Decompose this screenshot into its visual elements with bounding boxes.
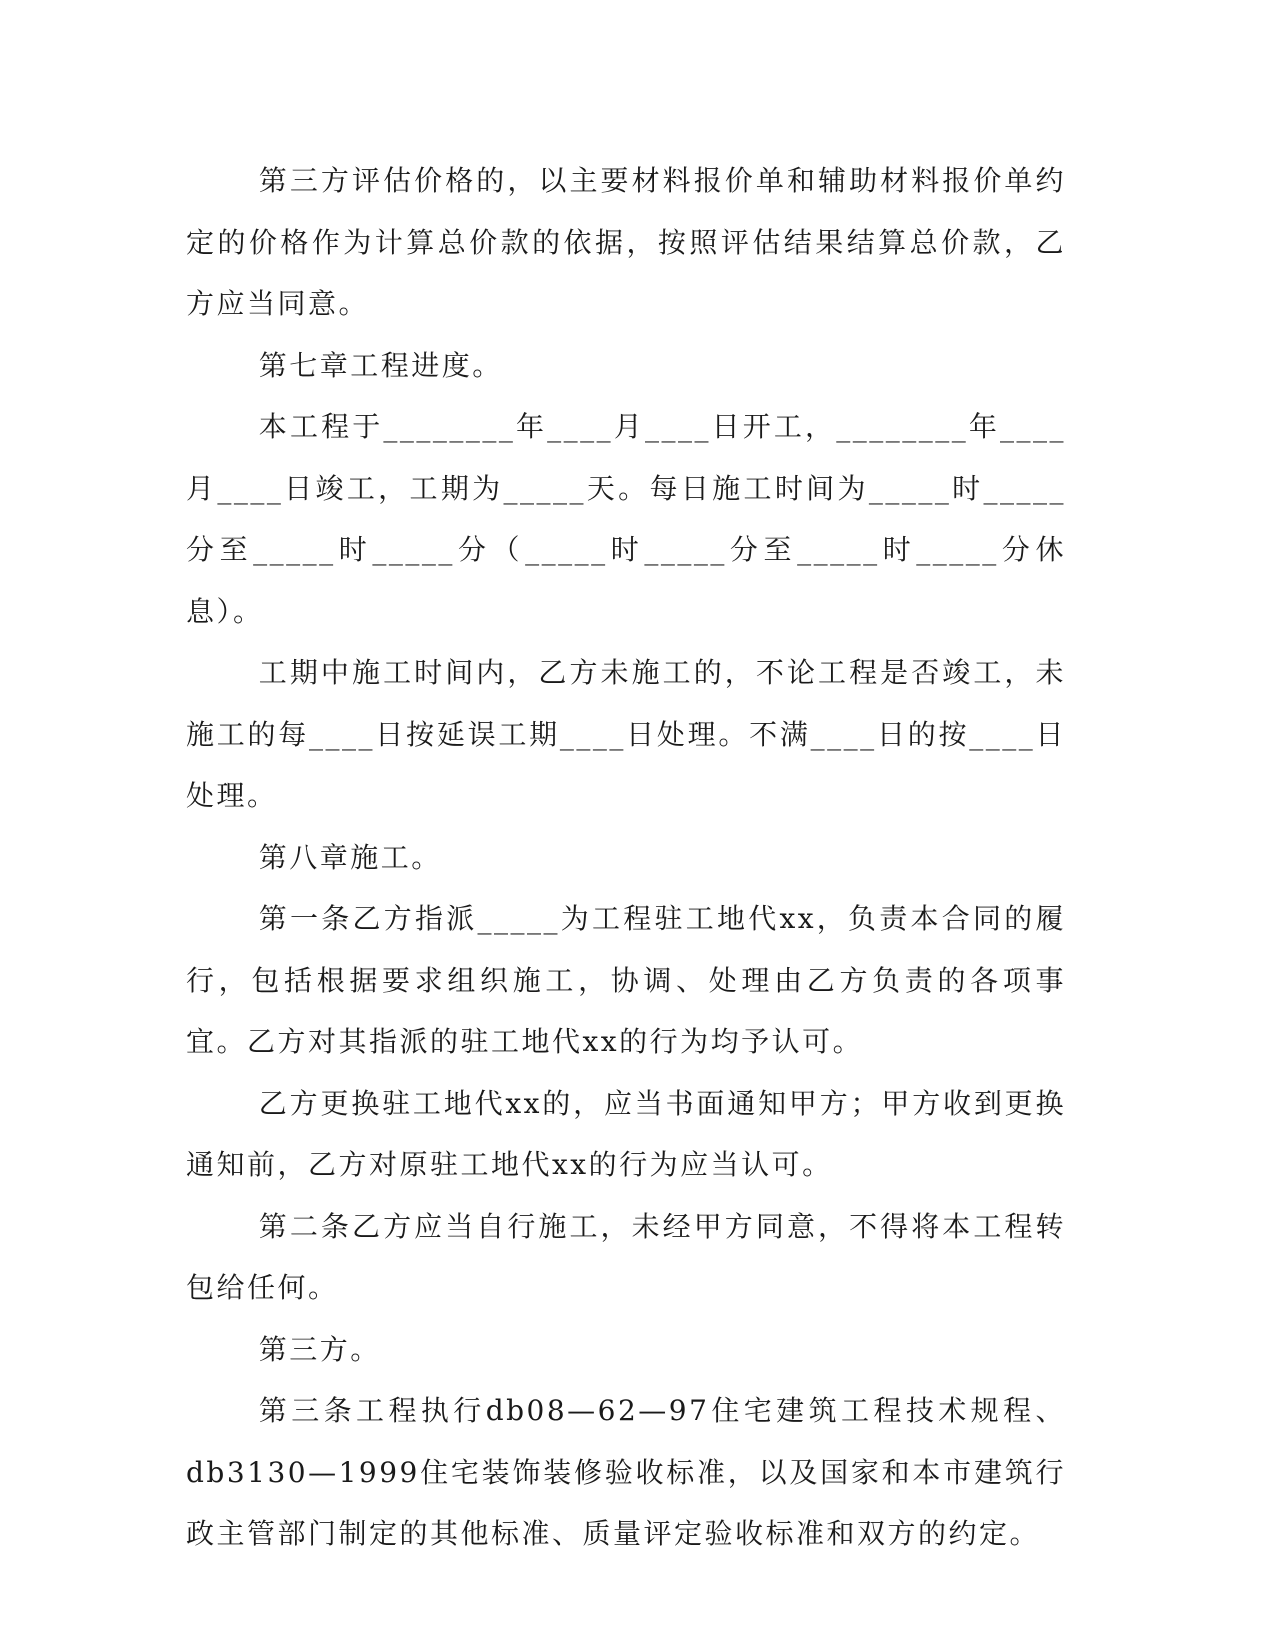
article-2-self-construction: 第二条乙方应当自行施工，未经甲方同意，不得将本工程转包给任何。 bbox=[186, 1209, 1066, 1304]
chapter-7-heading: 第七章工程进度。 bbox=[258, 348, 503, 382]
article-3-standards: 第三条工程执行db08—62—97住宅建筑工程技术规程、db3130—1999住宅装饰装修验收标准，以及国家和本市建筑行政主管部门制定的其他标准、质量评定验收标准和双方的约定。 bbox=[186, 1394, 1066, 1550]
paragraph-price-assessment: 第三方评估价格的，以主要材料报价单和辅助材料报价单约定的价格作为计算总价款的依据，按照评估结果结算总价款，乙方应当同意。 bbox=[186, 164, 1066, 320]
chapter-8-heading: 第八章施工。 bbox=[258, 840, 442, 874]
paragraph-representative-change: 乙方更换驻工地代xx的，应当书面通知甲方；甲方收到更换通知前，乙方对原驻工地代xx的行为应当认可。 bbox=[186, 1086, 1066, 1181]
paragraph-delay-rules: 工期中施工时间内，乙方未施工的，不论工程是否竣工，未施工的每____日按延误工期____日处理。不满____日的按____日处理。 bbox=[186, 656, 1066, 812]
paragraph-third-party: 第三方。 bbox=[258, 1332, 381, 1366]
paragraph-schedule-dates: 本工程于________年____月____日开工，________年____月____日竣工，工期为_____天。每日施工时间为_____时_____分至_____时_____分（_____时_____分至_____时_____分休息）。 bbox=[186, 410, 1066, 628]
document-page bbox=[186, 150, 1066, 1565]
article-1-site-representative: 第一条乙方指派_____为工程驻工地代xx，负责本合同的履行，包括根据要求组织施工，协调、处理由乙方负责的各项事宜。乙方对其指派的驻工地代xx的行为均予认可。 bbox=[186, 902, 1066, 1058]
